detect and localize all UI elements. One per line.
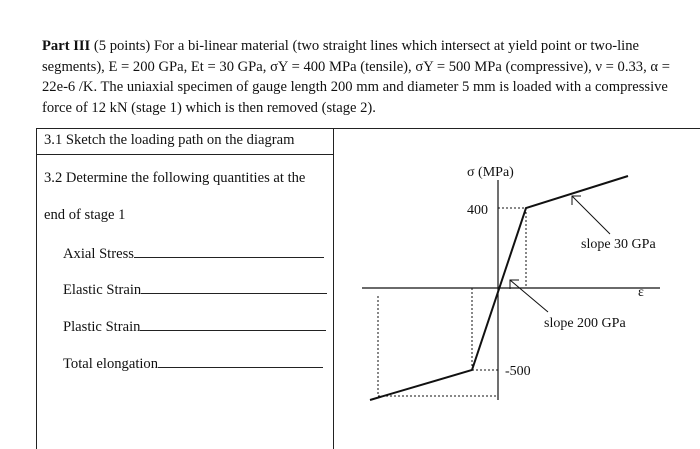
part-label: Part III xyxy=(42,38,91,54)
y-axis-label: σ (MPa) xyxy=(467,165,514,180)
slope-lower-leader xyxy=(510,280,548,312)
axial-stress-label: Axial Stress xyxy=(63,246,134,262)
tick-400: 400 xyxy=(467,203,488,218)
slope-upper-leader xyxy=(572,196,610,234)
elastic-strain-label: Elastic Strain xyxy=(63,282,142,298)
slope-lower-label: slope 200 GPa xyxy=(544,316,626,331)
material-properties: E = 200 GPa, Et = 30 GPa, σY = 400 MPa (tensile), σY = 500 MPa (compressive), ν = 0.33, α = 22e-6 /K. xyxy=(42,58,670,95)
slope-upper-label: slope 30 GPa xyxy=(581,237,656,252)
tick-neg-500: -500 xyxy=(505,364,531,379)
plastic-strain-label: Plastic Strain xyxy=(63,319,141,335)
total-elongation-label: Total elongation xyxy=(63,356,159,372)
question-3-2-cont: end of stage 1 xyxy=(44,207,126,223)
problem-loading: The uniaxial specimen of gauge length 200 mm and diameter 5 mm is loaded with a compressive force of 12 kN (stage 1) which is then removed (stage 2). xyxy=(42,79,668,116)
question-3-2: 3.2 Determine the following quantities at the xyxy=(44,170,306,186)
problem-intro: (5 points) For a bi-linear material (two straight lines which intersect at yield point or two-line segments), xyxy=(42,38,639,75)
x-axis-label: ε xyxy=(638,285,644,300)
question-3-1: 3.1 Sketch the loading path on the diagram xyxy=(44,132,295,148)
